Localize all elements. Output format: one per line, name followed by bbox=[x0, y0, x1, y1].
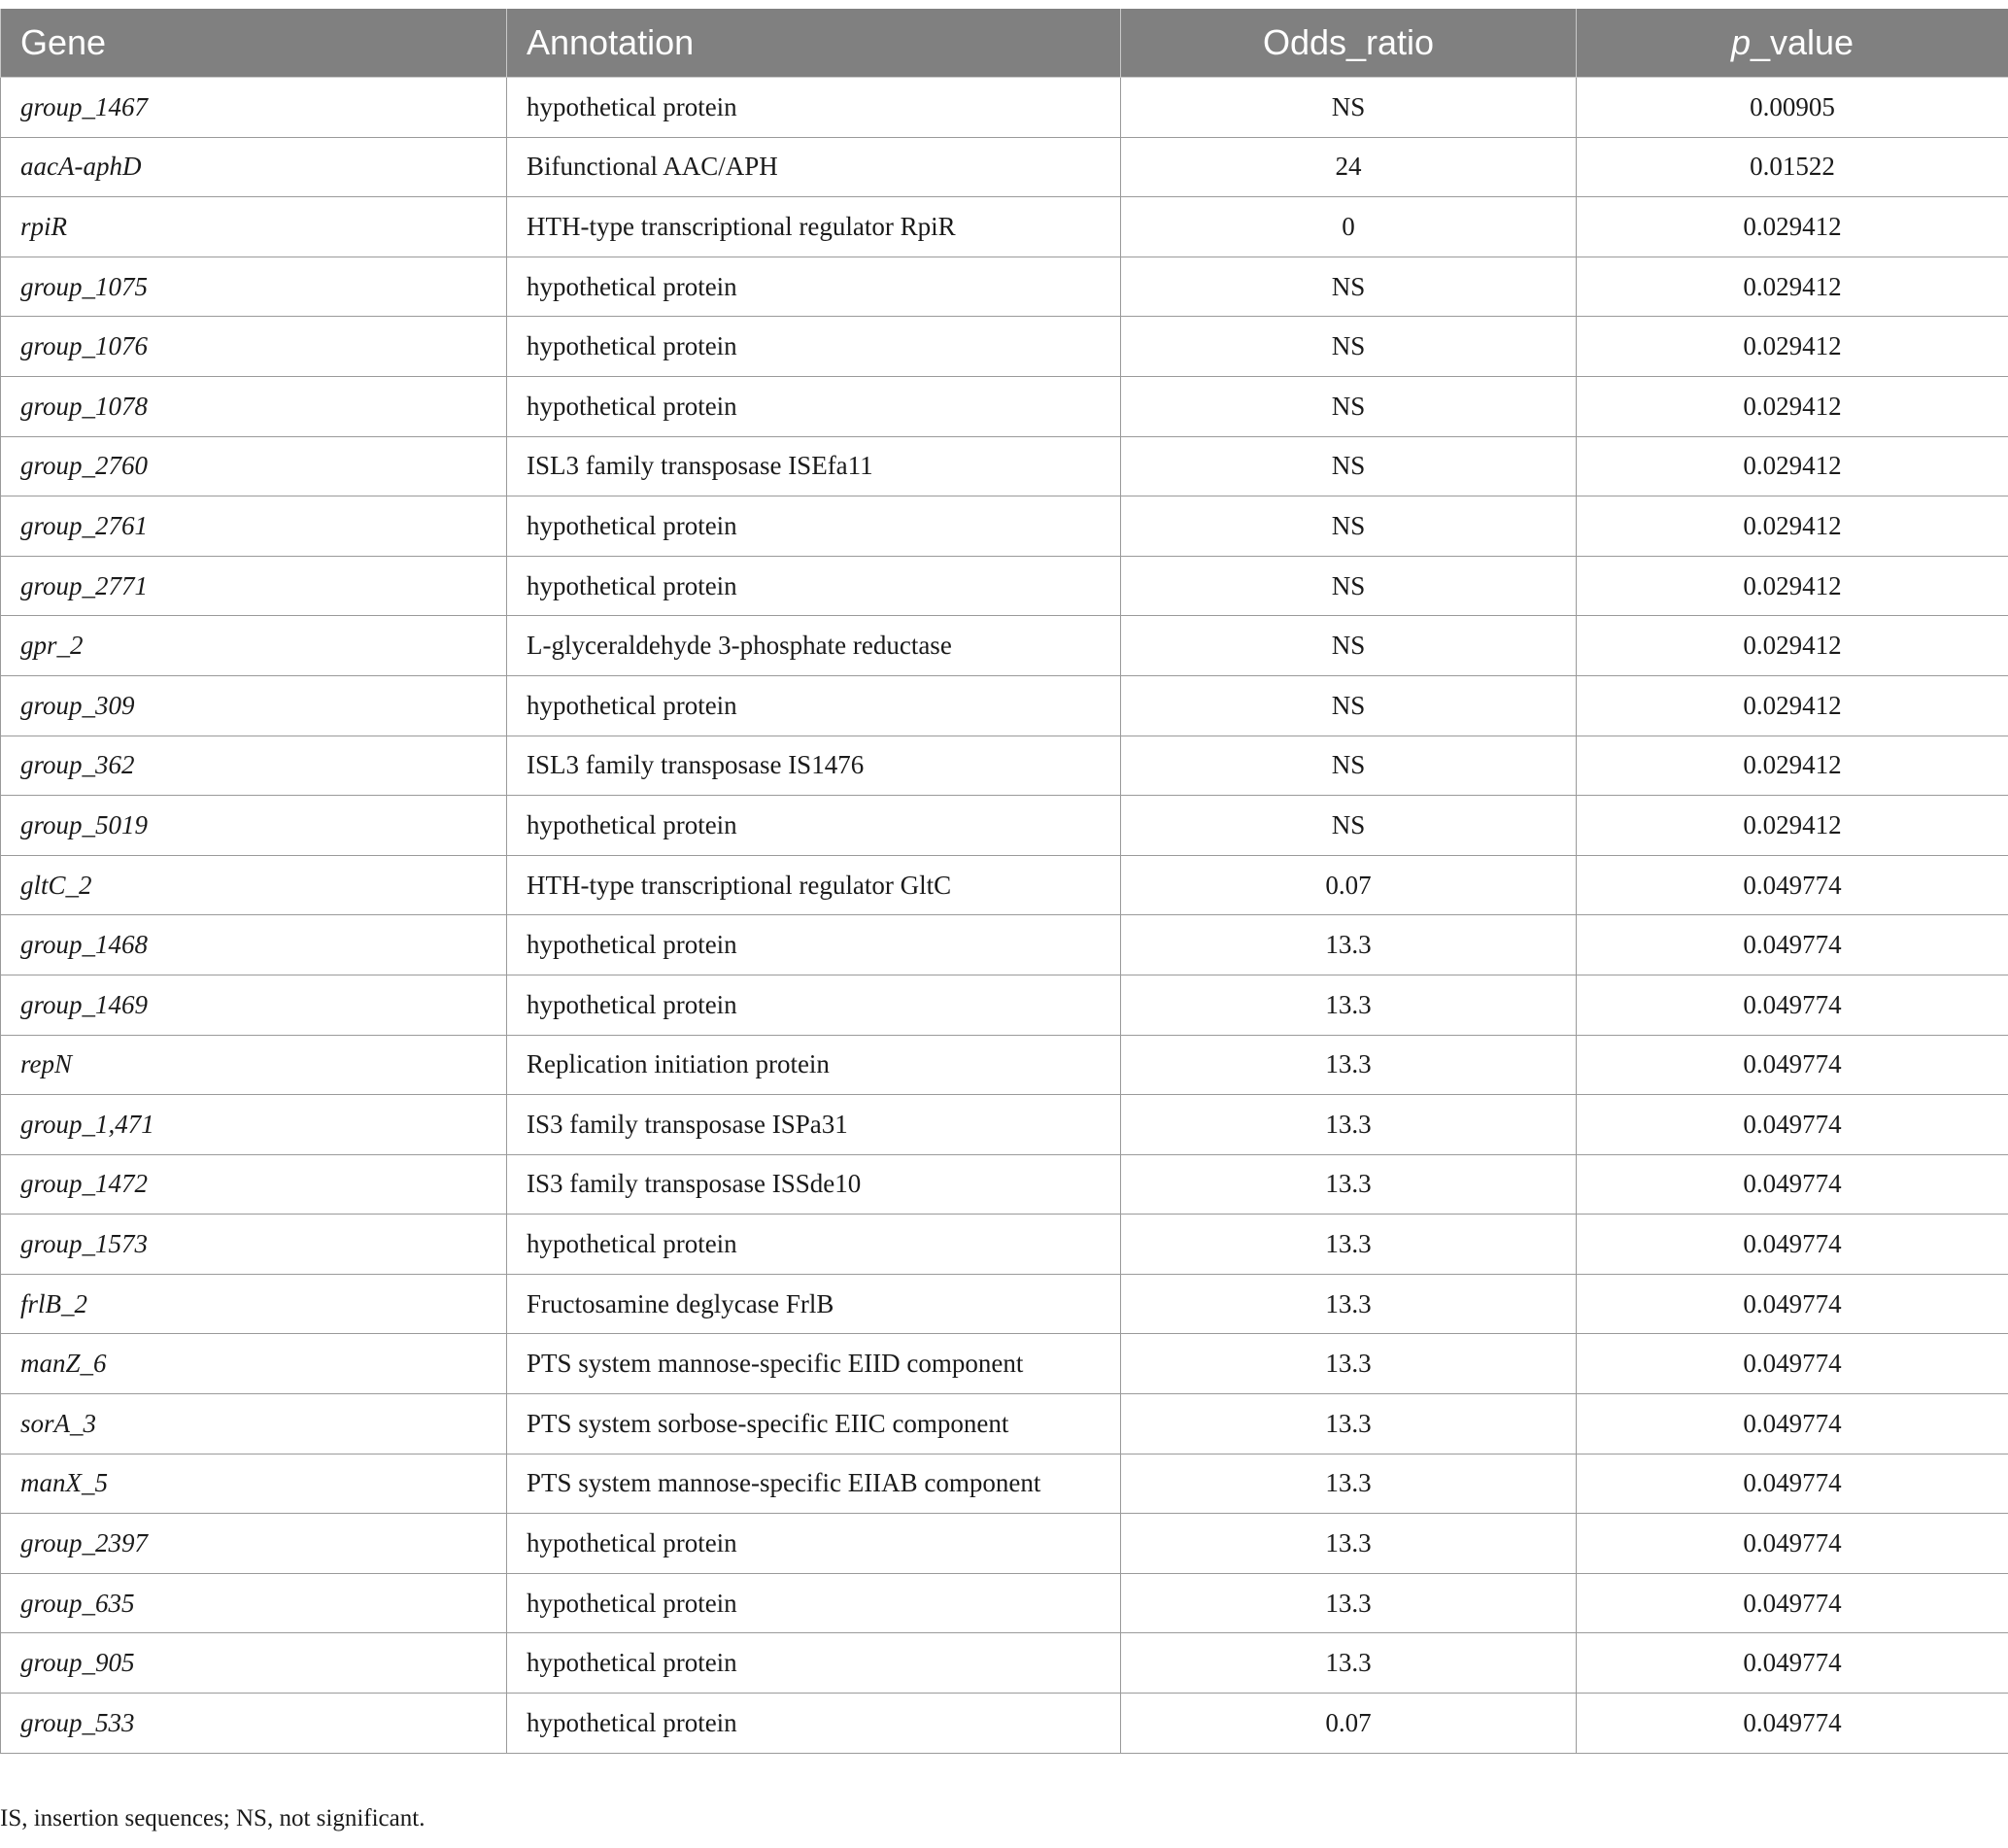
odds-ratio-cell: 13.3 bbox=[1121, 1095, 1577, 1155]
table-row bbox=[1, 1633, 2008, 1694]
odds-ratio-cell: 13.3 bbox=[1121, 1274, 1577, 1334]
gene-cell: group_309 bbox=[1, 675, 507, 736]
annotation-cell: hypothetical protein bbox=[507, 496, 1121, 557]
gene-cell: group_1075 bbox=[1, 257, 507, 317]
gene-cell: group_1469 bbox=[1, 975, 507, 1035]
gene-cell: sorA_3 bbox=[1, 1394, 507, 1454]
p-value-cell: 0.049774 bbox=[1577, 1154, 2008, 1215]
p-value-cell: 0.029412 bbox=[1577, 376, 2008, 436]
header-p-value bbox=[1577, 9, 2008, 78]
p-value-cell: 0.049774 bbox=[1577, 1274, 2008, 1334]
gene-cell: group_1,471 bbox=[1, 1095, 507, 1155]
gene-cell: repN bbox=[1, 1035, 507, 1095]
annotation-cell: IS3 family transposase ISSde10 bbox=[507, 1154, 1121, 1215]
odds-ratio-cell: NS bbox=[1121, 675, 1577, 736]
p-value-cell: 0.029412 bbox=[1577, 496, 2008, 557]
table-row bbox=[1, 975, 2008, 1035]
odds-ratio-cell: NS bbox=[1121, 616, 1577, 676]
p-value-cell: 0.049774 bbox=[1577, 1573, 2008, 1633]
annotation-cell: hypothetical protein bbox=[507, 796, 1121, 856]
table-row bbox=[1, 1573, 2008, 1633]
gene-cell: gltC_2 bbox=[1, 855, 507, 915]
odds-ratio-cell: NS bbox=[1121, 257, 1577, 317]
p-value-cell: 0.00905 bbox=[1577, 78, 2008, 138]
gene-cell: group_1076 bbox=[1, 317, 507, 377]
table-row bbox=[1, 1095, 2008, 1155]
annotation-cell: hypothetical protein bbox=[507, 257, 1121, 317]
odds-ratio-cell: 13.3 bbox=[1121, 1394, 1577, 1454]
gene-cell: group_362 bbox=[1, 736, 507, 796]
annotation-cell: hypothetical protein bbox=[507, 1633, 1121, 1694]
table-row bbox=[1, 1334, 2008, 1394]
gene-cell: group_1468 bbox=[1, 915, 507, 975]
p-value-cell: 0.01522 bbox=[1577, 137, 2008, 197]
table-row bbox=[1, 736, 2008, 796]
p-value-cell: 0.029412 bbox=[1577, 675, 2008, 736]
odds-ratio-cell: 13.3 bbox=[1121, 1215, 1577, 1275]
odds-ratio-cell: 24 bbox=[1121, 137, 1577, 197]
annotation-cell: hypothetical protein bbox=[507, 78, 1121, 138]
odds-ratio-cell: NS bbox=[1121, 496, 1577, 557]
table-header bbox=[1, 9, 2008, 78]
gene-cell: group_2397 bbox=[1, 1514, 507, 1574]
annotation-cell: PTS system mannose-specific EIID component bbox=[507, 1334, 1121, 1394]
odds-ratio-cell: NS bbox=[1121, 736, 1577, 796]
odds-ratio-cell: NS bbox=[1121, 317, 1577, 377]
p-value-cell: 0.029412 bbox=[1577, 616, 2008, 676]
gene-cell: frlB_2 bbox=[1, 1274, 507, 1334]
odds-ratio-cell: 13.3 bbox=[1121, 1573, 1577, 1633]
gene-cell: manZ_6 bbox=[1, 1334, 507, 1394]
annotation-cell: Replication initiation protein bbox=[507, 1035, 1121, 1095]
odds-ratio-cell: NS bbox=[1121, 796, 1577, 856]
p-value-cell: 0.029412 bbox=[1577, 556, 2008, 616]
annotation-cell: hypothetical protein bbox=[507, 915, 1121, 975]
table-row bbox=[1, 257, 2008, 317]
gene-cell: group_2761 bbox=[1, 496, 507, 557]
annotation-cell: ISL3 family transposase IS1476 bbox=[507, 736, 1121, 796]
gene-association-table bbox=[0, 9, 2008, 1754]
header-annotation: Annotation bbox=[507, 9, 1121, 78]
table-row bbox=[1, 1154, 2008, 1215]
table-row bbox=[1, 376, 2008, 436]
gene-cell: rpiR bbox=[1, 197, 507, 257]
table-row bbox=[1, 137, 2008, 197]
table-row bbox=[1, 556, 2008, 616]
annotation-cell: HTH-type transcriptional regulator RpiR bbox=[507, 197, 1121, 257]
odds-ratio-cell: 0 bbox=[1121, 197, 1577, 257]
table-row bbox=[1, 78, 2008, 138]
annotation-cell: hypothetical protein bbox=[507, 975, 1121, 1035]
p-value-cell: 0.049774 bbox=[1577, 1514, 2008, 1574]
table-row bbox=[1, 1035, 2008, 1095]
table-row bbox=[1, 616, 2008, 676]
gene-cell: group_5019 bbox=[1, 796, 507, 856]
p-value-cell: 0.029412 bbox=[1577, 436, 2008, 496]
annotation-cell: hypothetical protein bbox=[507, 675, 1121, 736]
annotation-cell: hypothetical protein bbox=[507, 1573, 1121, 1633]
table-row bbox=[1, 796, 2008, 856]
odds-ratio-cell: 13.3 bbox=[1121, 1454, 1577, 1514]
header-row bbox=[1, 9, 2008, 78]
odds-ratio-cell: NS bbox=[1121, 436, 1577, 496]
gene-cell: manX_5 bbox=[1, 1454, 507, 1514]
table-row bbox=[1, 197, 2008, 257]
odds-ratio-cell: 13.3 bbox=[1121, 915, 1577, 975]
gene-cell: group_2760 bbox=[1, 436, 507, 496]
gene-cell: group_1573 bbox=[1, 1215, 507, 1275]
table-row bbox=[1, 1454, 2008, 1514]
p-value-cell: 0.049774 bbox=[1577, 855, 2008, 915]
table-row bbox=[1, 1215, 2008, 1275]
annotation-cell: PTS system mannose-specific EIIAB component bbox=[507, 1454, 1121, 1514]
annotation-cell: hypothetical protein bbox=[507, 1215, 1121, 1275]
annotation-cell: Bifunctional AAC/APH bbox=[507, 137, 1121, 197]
p-value-cell: 0.049774 bbox=[1577, 1035, 2008, 1095]
table-body bbox=[1, 78, 2008, 1754]
annotation-cell: hypothetical protein bbox=[507, 1694, 1121, 1754]
table-row bbox=[1, 317, 2008, 377]
annotation-cell: L-glyceraldehyde 3-phosphate reductase bbox=[507, 616, 1121, 676]
odds-ratio-cell: NS bbox=[1121, 78, 1577, 138]
gene-cell: group_1472 bbox=[1, 1154, 507, 1215]
table-row bbox=[1, 915, 2008, 975]
odds-ratio-cell: 13.3 bbox=[1121, 1154, 1577, 1215]
table-row bbox=[1, 675, 2008, 736]
p-value-cell: 0.049774 bbox=[1577, 1394, 2008, 1454]
annotation-cell: Fructosamine deglycase FrlB bbox=[507, 1274, 1121, 1334]
table-footnote: IS, insertion sequences; NS, not significant. bbox=[0, 1805, 425, 1831]
gene-cell: group_2771 bbox=[1, 556, 507, 616]
annotation-cell: PTS system sorbose-specific EIIC component bbox=[507, 1394, 1121, 1454]
gene-cell: group_635 bbox=[1, 1573, 507, 1633]
annotation-cell: hypothetical protein bbox=[507, 376, 1121, 436]
gene-cell: group_905 bbox=[1, 1633, 507, 1694]
annotation-cell: hypothetical protein bbox=[507, 317, 1121, 377]
header-gene: Gene bbox=[1, 9, 507, 78]
p-value-cell: 0.049774 bbox=[1577, 1095, 2008, 1155]
p-value-cell: 0.049774 bbox=[1577, 1694, 2008, 1754]
gene-table-container bbox=[0, 9, 2008, 1754]
table-row bbox=[1, 1394, 2008, 1454]
header-odds-ratio: Odds_ratio bbox=[1121, 9, 1577, 78]
odds-ratio-cell: 13.3 bbox=[1121, 1514, 1577, 1574]
odds-ratio-cell: NS bbox=[1121, 556, 1577, 616]
p-value-cell: 0.049774 bbox=[1577, 975, 2008, 1035]
p-value-cell: 0.049774 bbox=[1577, 1454, 2008, 1514]
annotation-cell: hypothetical protein bbox=[507, 556, 1121, 616]
odds-ratio-cell: 13.3 bbox=[1121, 1035, 1577, 1095]
odds-ratio-cell: 0.07 bbox=[1121, 1694, 1577, 1754]
gene-cell: group_533 bbox=[1, 1694, 507, 1754]
p-value-cell: 0.049774 bbox=[1577, 1215, 2008, 1275]
table-row bbox=[1, 855, 2008, 915]
p-value-cell: 0.049774 bbox=[1577, 915, 2008, 975]
p-value-cell: 0.029412 bbox=[1577, 257, 2008, 317]
annotation-cell: IS3 family transposase ISPa31 bbox=[507, 1095, 1121, 1155]
p-value-cell: 0.029412 bbox=[1577, 317, 2008, 377]
header-p-value-italic: p bbox=[1730, 22, 1751, 62]
p-value-cell: 0.049774 bbox=[1577, 1334, 2008, 1394]
p-value-cell: 0.029412 bbox=[1577, 197, 2008, 257]
gene-cell: group_1467 bbox=[1, 78, 507, 138]
table-row bbox=[1, 1514, 2008, 1574]
gene-cell: gpr_2 bbox=[1, 616, 507, 676]
odds-ratio-cell: 13.3 bbox=[1121, 975, 1577, 1035]
annotation-cell: ISL3 family transposase ISEfa11 bbox=[507, 436, 1121, 496]
annotation-cell: HTH-type transcriptional regulator GltC bbox=[507, 855, 1121, 915]
odds-ratio-cell: 0.07 bbox=[1121, 855, 1577, 915]
odds-ratio-cell: 13.3 bbox=[1121, 1633, 1577, 1694]
p-value-cell: 0.049774 bbox=[1577, 1633, 2008, 1694]
gene-cell: group_1078 bbox=[1, 376, 507, 436]
annotation-cell: hypothetical protein bbox=[507, 1514, 1121, 1574]
table-row bbox=[1, 1274, 2008, 1334]
odds-ratio-cell: NS bbox=[1121, 376, 1577, 436]
header-p-value-suffix: _value bbox=[1750, 22, 1855, 62]
table-row bbox=[1, 1694, 2008, 1754]
p-value-cell: 0.029412 bbox=[1577, 736, 2008, 796]
table-row bbox=[1, 496, 2008, 557]
odds-ratio-cell: 13.3 bbox=[1121, 1334, 1577, 1394]
gene-cell: aacA-aphD bbox=[1, 137, 507, 197]
p-value-cell: 0.029412 bbox=[1577, 796, 2008, 856]
table-row bbox=[1, 436, 2008, 496]
